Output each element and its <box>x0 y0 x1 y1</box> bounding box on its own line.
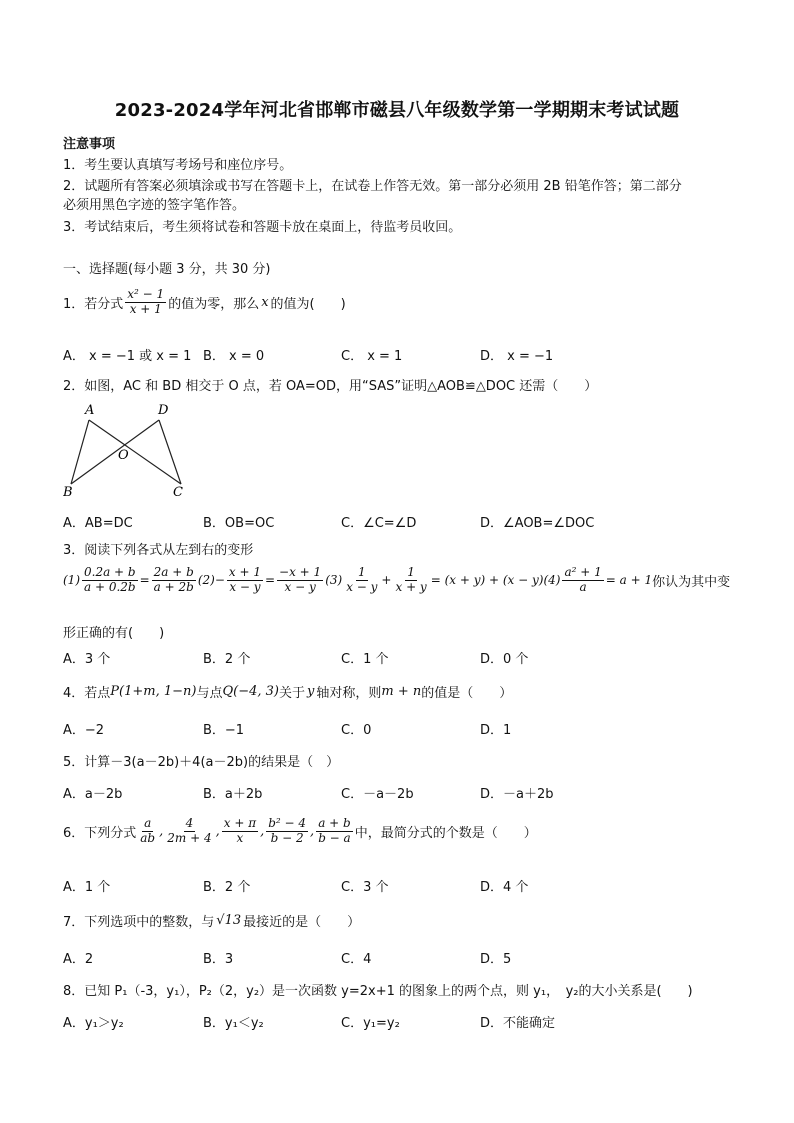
question-2: 2．如图，AC 和 BD 相交于 O 点，若 OA=OD，用“SAS”证明△AOB≌△DOC 还需（ ） <box>63 379 598 394</box>
q1-numerator: x² − 1 <box>127 287 165 301</box>
q3-mark-1: (1) <box>63 573 80 588</box>
q3-mark-2: (2)− <box>197 573 225 588</box>
q3-plus: + <box>381 573 392 588</box>
q2-option-b: B．OB=OC <box>203 516 275 531</box>
q8-option-b: B．y₁＜y₂ <box>203 1016 264 1031</box>
label-d: D <box>158 403 169 418</box>
q3-fraction <box>562 566 603 595</box>
q6-option-b: B．2 个 <box>203 880 251 895</box>
q3-option-b: B．2 个 <box>203 652 251 667</box>
segment-ac <box>89 420 181 484</box>
q1-prefix: 1．若分式 <box>63 296 124 312</box>
q4-point-p: P(1+m, 1−n) <box>110 684 197 699</box>
num: 1 <box>357 565 366 579</box>
num: x + π <box>223 816 257 830</box>
q2-option-c: C．∠C=∠D <box>341 516 417 531</box>
q2-option-d: D．∠AOB=∠DOC <box>480 516 595 531</box>
q2-option-a: A．AB=DC <box>63 516 133 531</box>
q4-expr: m + n <box>381 684 422 699</box>
q7-option-c: C．4 <box>341 952 372 967</box>
q4-point-q: Q(−4, 3) <box>222 684 279 699</box>
q1-option-b: B． x = 0 <box>203 349 265 364</box>
q6-suffix: 中，最简分式的个数是（ ） <box>354 825 537 841</box>
q4-suffix: 的值是（ ） <box>421 686 513 701</box>
q4-axis: y <box>307 684 315 699</box>
den: x − y <box>229 579 261 594</box>
q4-mid1: 与点 <box>196 686 223 701</box>
q3-expression <box>63 566 730 595</box>
question-4 <box>63 682 512 701</box>
q6-prefix: 6．下列分式 <box>63 825 137 841</box>
q4-mid3: 轴对称，则 <box>316 686 382 701</box>
num: 2a + b <box>153 565 194 579</box>
den: b − a <box>318 830 351 845</box>
q5-option-d: D．－a＋2b <box>480 787 554 802</box>
den: a + 2b <box>153 579 194 594</box>
question-5: 5．计算－3(a－2b)＋4(a－2b)的结果是（ ） <box>63 755 340 770</box>
q1-suffix-a: 的值为零，那么 <box>168 296 260 312</box>
q1-suffix-b: 的值为( ) <box>270 296 346 312</box>
q6-fraction <box>222 817 258 846</box>
label-b: B <box>63 485 73 500</box>
q7-prefix: 7．下列选项中的整数，与 <box>63 915 215 930</box>
q3-option-d: D．0 个 <box>480 652 529 667</box>
q5-option-b: B．a＋2b <box>203 787 263 802</box>
num: 4 <box>185 816 194 830</box>
notice-item: 1．考生要认真填写考场号和座位序号。 <box>63 158 293 173</box>
q7-option-a: A．2 <box>63 952 94 967</box>
q3-equals: = <box>139 573 150 588</box>
q3-equals: = <box>264 573 276 588</box>
question-7 <box>63 911 360 930</box>
question-6: 6．下列分式 $\frac{a}{ab}$ , $\frac{4}{2m + 4}$ , $\frac{x + \pi}{x}$ , $\frac{\text{b² − 4}}{b - 2}$ , $\frac{a + b}{b - a}$ 中，最简分式的个数是（ ） <box>63 816 537 845</box>
question-8: 8．已知 P₁（-3，y₁），P₂（2，y₂）是一次函数 y=2x+1 的图象上的两个点，则 y₁， y₂的大小关系是( ) <box>63 984 693 999</box>
label-o: O <box>118 448 129 463</box>
den: x − y <box>284 579 316 594</box>
notice-heading: 注意事项 <box>63 137 116 152</box>
q5-option-a: A．a－2b <box>63 787 123 802</box>
num: 1 <box>407 565 415 579</box>
num: 0.2a + b <box>84 565 136 579</box>
q6-option-c: C．3 个 <box>341 880 389 895</box>
den: a + 0.2b <box>84 579 136 594</box>
q3-continuation: 形正确的有( ) <box>63 626 165 641</box>
q7-root: √13 <box>216 913 242 928</box>
notice-item: 必须用黑色字迹的签字笔作答。 <box>63 198 246 213</box>
section-heading: 一、选择题(每小题 3 分，共 30 分) <box>63 262 271 277</box>
q4-option-d: D．1 <box>480 723 512 738</box>
q3-mark-3: (3) <box>325 573 343 588</box>
num: b² − 4 <box>268 816 307 830</box>
den: x − y <box>346 579 378 594</box>
q8-option-c: C．y₁=y₂ <box>341 1016 400 1031</box>
q4-option-c: C．0 <box>341 723 372 738</box>
q8-option-a: A．y₁＞y₂ <box>63 1016 124 1031</box>
q4-option-a: A．−2 <box>63 723 105 738</box>
q1-fraction <box>125 288 166 317</box>
q3-tail: = a + 1 <box>605 573 653 588</box>
q6-option-a: A．1 个 <box>63 880 111 895</box>
den: b − 2 <box>270 830 304 845</box>
q5-option-c: C．－a－2b <box>341 787 414 802</box>
q4-option-b: B．−1 <box>203 723 245 738</box>
num: a + b <box>318 816 351 830</box>
q4-prefix: 4．若点 <box>63 686 111 701</box>
q3-fraction <box>82 566 138 595</box>
num: a² + 1 <box>564 565 602 579</box>
label-a: A <box>85 403 95 418</box>
notice-item: 3．考试结束后，考生须将试卷和答题卡放在桌面上，待监考员收回。 <box>63 220 462 235</box>
q6-fraction <box>165 817 213 846</box>
q7-option-b: B．3 <box>203 952 234 967</box>
label-c: C <box>173 485 183 500</box>
q2-figure <box>63 400 188 500</box>
q6-option-d: D．4 个 <box>480 880 529 895</box>
q3-fraction <box>152 566 196 595</box>
den: x + y <box>395 579 427 594</box>
q6-fraction <box>138 817 157 846</box>
q3-middle: = (x + y) + (x − y)(4) <box>430 573 561 588</box>
num: −x + 1 <box>279 565 322 579</box>
den: x <box>236 830 244 845</box>
q1-var: x <box>261 294 269 310</box>
q3-fraction <box>393 566 428 595</box>
q3-option-a: A．3 个 <box>63 652 111 667</box>
num: a <box>144 816 152 830</box>
q3-fraction <box>277 566 323 595</box>
question-3: 3．阅读下列各式从左到右的变形 <box>63 543 254 558</box>
num: x + 1 <box>228 565 261 579</box>
q3-fraction <box>344 566 379 595</box>
q7-suffix: 最接近的是（ ） <box>243 915 361 930</box>
den: 2m + 4 <box>167 830 212 845</box>
q1-option-a: A． x = −1 或 x = 1 <box>63 349 192 364</box>
q6-fraction <box>266 817 308 846</box>
q1-option-c: C． x = 1 <box>341 349 403 364</box>
q8-option-d: D．不能确定 <box>480 1016 556 1031</box>
q4-mid2: 关于 <box>279 686 306 701</box>
q6-fraction <box>316 817 353 846</box>
q1-option-d: D． x = −1 <box>480 349 554 364</box>
question-1 <box>63 288 346 317</box>
den: a <box>579 579 587 594</box>
notice-item: 2．试题所有答案必须填涂或书写在答题卡上，在试卷上作答无效。第一部分必须用 2B 铅笔作答；第二部分 <box>63 179 682 194</box>
q7-option-d: D．5 <box>480 952 512 967</box>
segment-dc <box>159 420 181 484</box>
q1-denominator: x + 1 <box>129 301 162 316</box>
q3-tail-text: 你认为其中变 <box>652 574 731 590</box>
paper-title: 2023-2024学年河北省邯郸市磁县八年级数学第一学期期末考试试题 <box>114 100 680 121</box>
segment-db <box>71 420 159 484</box>
q3-fraction <box>227 566 263 595</box>
segment-ab <box>71 420 89 484</box>
q3-option-c: C．1 个 <box>341 652 389 667</box>
den: ab <box>140 830 156 845</box>
